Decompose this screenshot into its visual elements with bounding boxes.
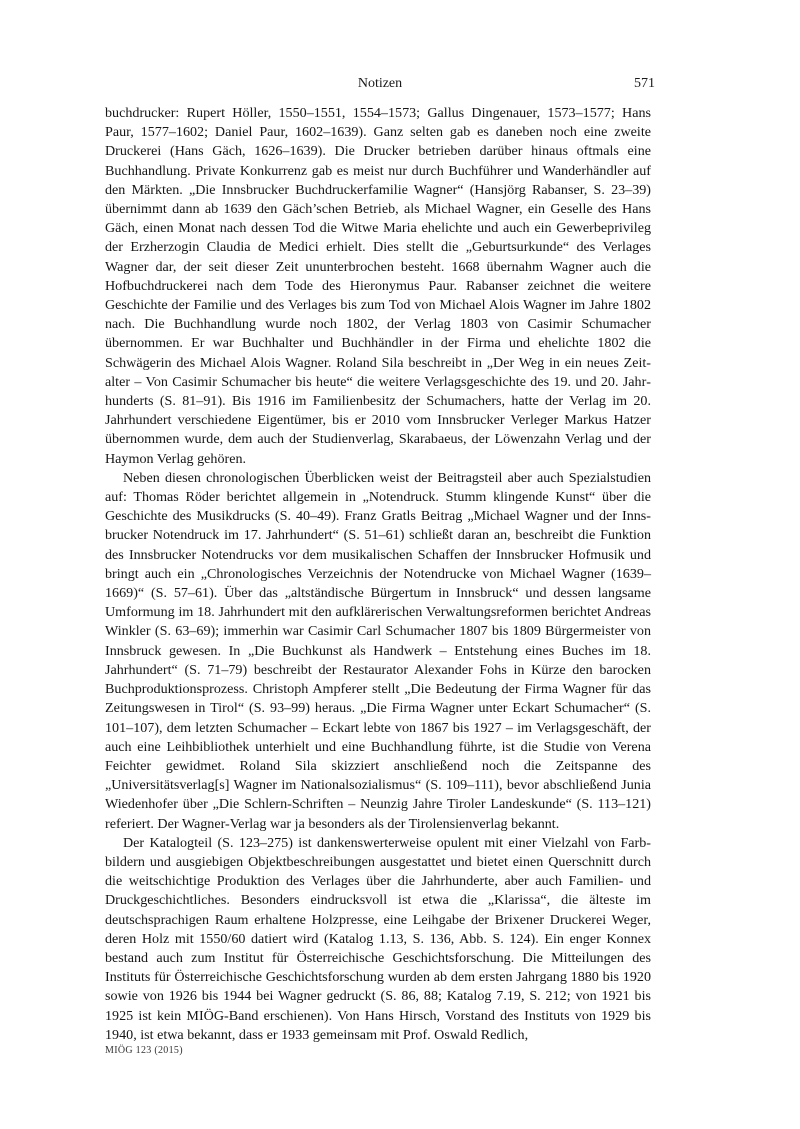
page-number: 571 [634, 76, 655, 91]
running-title: Notizen [357, 76, 403, 91]
paragraph-3: Der Katalogteil (S. 123–275) ist dankenswerterweise opulent mit einer Vielzahl von Farbbildern und ausgiebigen Objektbeschreibungen ausgestattet und bietet einen Querschnitt durch die weitschichtige Produktion des Verlages über die Jahrhunderte, aber auch Familien- und Druckgeschichtliches. Besonders eindrucksvoll ist etwa die „Klarissa“, die älteste im deutschsprachigen Raum erhaltene Holzpresse, eine Leihgabe der Brixener Druckerei Weger, deren Holz mit 1550/60 datiert wird (Katalog 1.13, S. 136, Abb. S. 124). Ein enger Konnex bestand auch zum Institut für Österreichische Geschichtsforschung. Die Mitteilungen des Instituts für Österreichische Geschichtsforschung wurden ab dem ersten Jahrgang 1880 bis 1920 sowie von 1926 bis 1944 bei Wagner gedruckt (S. 86, 88; Katalog 7.19, S. 212; von 1921 bis 1925 ist kein MIÖG-Band erschienen). Von Hans Hirsch, Vorstand des Instituts von 1929 bis 1940, ist etwa bekannt, dass er 1933 gemeinsam mit Prof. Oswald Redlich, [105, 834, 651, 1043]
body-text [105, 104, 651, 1045]
running-head [105, 76, 655, 96]
paragraph-2: Neben diesen chronologischen Überblicken weist der Beitragsteil aber auch Spezialstudien auf: Thomas Röder berichtet allgemein in „Notendruck. Stumm klingende Kunst“ über die Geschichte des Musikdrucks (S. 40–49). Franz Gratls Beitrag „Michael Wagner und der Innsbrucker Notendruck im 17. Jahrhundert“ (S. 51–61) schließt daran an, beschreibt die Funktion des Innsbrucker Notendrucks vor dem musikalischen Schaffen der Innsbrucker Hofmusik und bringt auch ein „Chronologisches Verzeichnis der Notendrucke von Michael Wagner (1639–1669)“ (S. 57–61). Über das „altständische Bürgertum in Innsbruck“ und dessen langsame Umformung im 18. Jahrhundert mit den aufklärerischen Verwaltungsreformen berichtet Andreas Winkler (S. 63–69); immerhin war Casimir Carl Schumacher 1807 bis 1809 Bürgermeister von Innsbruck gewesen. In „Die Buchkunst als Handwerk – Entstehung eines Buches im 18. Jahrhundert“ (S. 71–79) beschreibt der Restaurator Alexander Fohs in Kürze den barocken Buchproduktionsprozess. Christoph Ampferer stellt „Die Bedeutung der Firma Wagner für das Zeitungswesen in Tirol“ (S. 93–99) heraus. „Die Firma Wagner unter Eckart Schumacher“ (S. 101–107), dem letzten Schumacher – Eckart lebte von 1867 bis 1927 – im Verlagsgeschäft, der auch eine Leihbibliothek unterhielt und eine Buchhandlung führte, ist die Studie von Verena Feichter gewidmet. Roland Sila skizziert anschließend noch die Zeitspanne des „Universitätsverlag[s] Wagner im Nationalsozialismus“ (S. 109–111), bevor abschließend Junia Wiedenhofer über „Die Schlern-Schriften – Neunzig Jahre Tiroler Landeskunde“ (S. 113–121) referiert. Der Wagner-Verlag war ja besonders als der Tirolensienverlag bekannt. [105, 469, 651, 832]
paragraph-1: buchdrucker: Rupert Höller, 1550–1551, 1554–1573; Gallus Dingenauer, 1573–1577; Hans Paur, 1577–1602; Daniel Paur, 1602–1639). Ganz selten gab es daneben noch eine zweite Druckerei (Hans Gäch, 1626–1639). Die Drucker betrieben darüber hinaus oftmals eine Buchhandlung. Private Konkurrenz gab es meist nur durch Buchführer und Wanderhändler auf den Märkten. „Die Innsbrucker Buchdruckerfamilie Wagner“ (Hansjörg Rabanser, S. 23–39) übernimmt dann ab 1639 den Gäch’schen Betrieb, als Michael Wagner, ein Geselle des Hans Gäch, einen Monat nach dessen Tod die Witwe Maria ehelichte und auch ein Gewerbeprivileg der Erzherzogin Claudia de Medici erhielt. Dies stellt die „Geburtsurkunde“ des Verlages Wagner dar, der seit dieser Zeit ununterbrochen besteht. 1668 übernahm Wagner auch die Hofbuchdruckerei nach dem Tode des Hieronymus Paur. Rabanser zeichnet die weitere Geschichte der Familie und des Verlages bis zum Tod von Michael Alois Wagner im Jahre 1802 nach. Die Buchhandlung wurde noch 1802, der Verlag 1803 von Casimir Schumacher übernommen. Er war Buchhalter und Buchhändler in der Firma und ehelichte 1802 die Schwägerin des Michael Alois Wagner. Roland Sila beschreibt in „Der Weg in ein neues Zeitalter – Von Casimir Schumacher bis heute“ die weitere Verlagsgeschichte des 19. und 20. Jahrhunderts (S. 81–91). Bis 1916 im Familienbesitz der Schumachers, hatte der Verlag im 20. Jahrhundert verschiedene Eigentümer, bis er 2010 vom Innsbrucker Verleger Markus Hatzer übernommen wurde, dem auch der Studienverlag, Skarabaeus, der Löwenzahn Verlag und der Haymon Verlag gehören. [105, 105, 651, 467]
journal-footer: MIÖG 123 (2015) [105, 1045, 183, 1056]
